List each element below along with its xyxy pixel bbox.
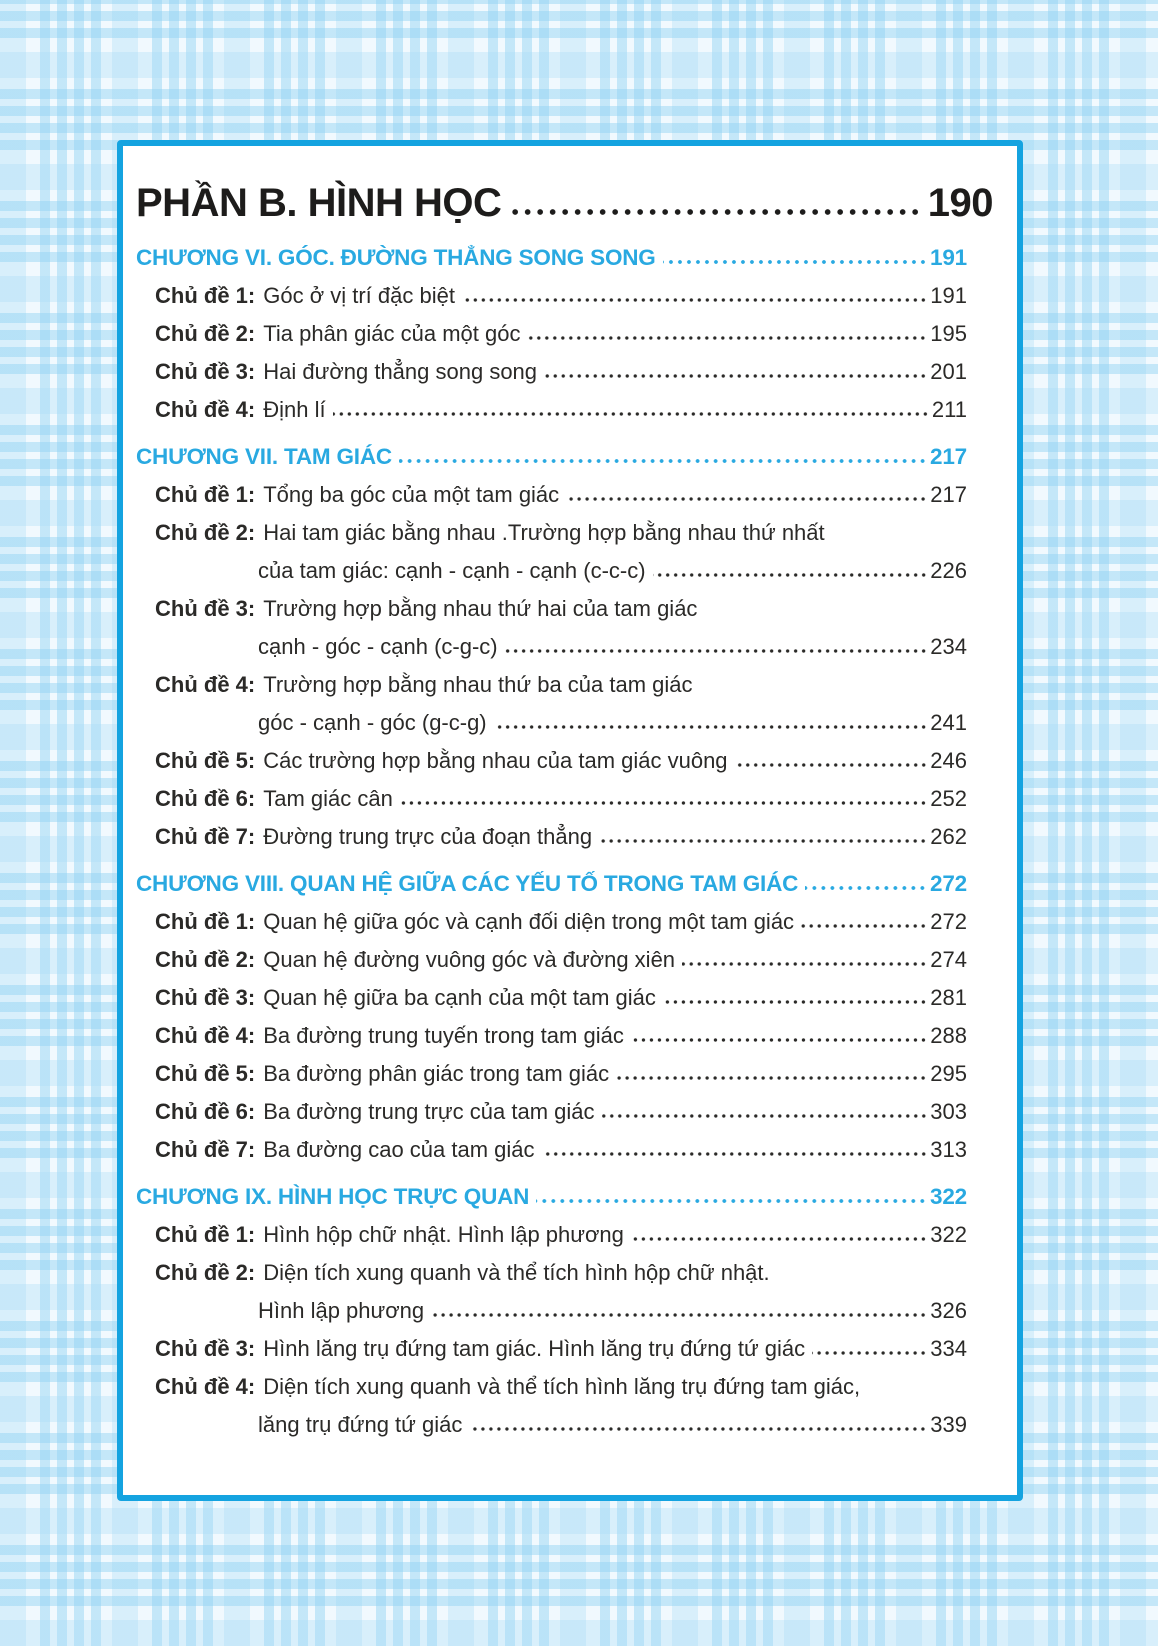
topic-row	[136, 1131, 967, 1169]
chapter-topics	[136, 903, 967, 1169]
chapter-title: CHƯƠNG VII. TAM GIÁC	[136, 444, 392, 469]
chapter-topics	[136, 476, 967, 856]
toc-title-row	[136, 176, 993, 230]
topic-label: Chủ đề 2:	[155, 1260, 256, 1285]
toc-chapter	[136, 239, 967, 429]
chapter-title: CHƯƠNG VIII. QUAN HỆ GIỮA CÁC YẾU TỐ TRONG TAM GIÁC	[136, 871, 799, 896]
topic-row	[136, 903, 967, 941]
topic-text: Các trường hợp bằng nhau của tam giác vuông	[263, 748, 728, 773]
topic-page-number: 226	[930, 558, 967, 583]
topic-row	[136, 1055, 967, 1093]
chapter-heading-row	[136, 865, 967, 903]
topic-row	[136, 628, 967, 666]
topic-row	[136, 704, 967, 742]
topic-page-number: 241	[930, 710, 967, 735]
topic-row	[136, 353, 967, 391]
topic-label: Chủ đề 7:	[155, 824, 256, 849]
topic-label: Chủ đề 3:	[155, 985, 256, 1010]
topic-page-number: 217	[930, 482, 967, 507]
topic-page-number: 322	[930, 1222, 967, 1247]
topic-row	[136, 514, 967, 552]
topic-label: Chủ đề 1:	[155, 482, 256, 507]
chapter-page-number: 217	[930, 444, 967, 469]
topic-row	[136, 1368, 967, 1406]
chapter-title: CHƯƠNG VI. GÓC. ĐƯỜNG THẲNG SONG SONG	[136, 245, 656, 270]
topic-text: góc - cạnh - góc (g-c-g)	[258, 710, 487, 735]
topic-text: Hình lập phương	[258, 1298, 425, 1323]
topic-page-number: 272	[930, 909, 967, 934]
topic-text: Quan hệ giữa ba cạnh của một tam giác	[263, 985, 656, 1010]
topic-text: Diện tích xung quanh và thể tích hình hộp chữ nhật.	[263, 1260, 770, 1285]
topic-page-number: 274	[930, 947, 967, 972]
topic-page-number: 295	[930, 1061, 967, 1086]
topic-label: Chủ đề 3:	[155, 596, 256, 621]
topic-row	[136, 1254, 967, 1292]
toc-content	[123, 146, 1017, 1444]
topic-page-number: 234	[930, 634, 967, 659]
topic-page-number: 288	[930, 1023, 967, 1048]
topic-row	[136, 979, 967, 1017]
topic-row	[136, 818, 967, 856]
toc-panel	[117, 140, 1023, 1501]
chapter-heading-row	[136, 239, 967, 277]
topic-page-number: 195	[930, 321, 967, 346]
toc-chapter	[136, 438, 967, 856]
topic-row	[136, 391, 967, 429]
topic-page-number: 191	[930, 283, 967, 308]
topic-text: Ba đường phân giác trong tam giác	[263, 1061, 610, 1086]
topic-label: Chủ đề 4:	[155, 397, 256, 422]
topic-label: Chủ đề 4:	[155, 1374, 256, 1399]
topic-page-number: 252	[930, 786, 967, 811]
toc-chapter	[136, 865, 967, 1169]
topic-label: Chủ đề 6:	[155, 1099, 256, 1124]
topic-page-number: 339	[930, 1412, 967, 1437]
chapter-page-number: 322	[930, 1184, 967, 1209]
topic-text: Quan hệ đường vuông góc và đường xiên	[263, 947, 676, 972]
topic-label: Chủ đề 6:	[155, 786, 256, 811]
topic-page-number: 303	[930, 1099, 967, 1124]
topic-label: Chủ đề 2:	[155, 321, 256, 346]
topic-row	[136, 315, 967, 353]
topic-page-number: 201	[930, 359, 967, 384]
topic-text: Tổng ba góc của một tam giác	[263, 482, 560, 507]
topic-text: Diện tích xung quanh và thể tích hình lăng trụ đứng tam giác,	[263, 1374, 861, 1399]
topic-row	[136, 742, 967, 780]
topic-text: Tam giác cân	[263, 786, 393, 811]
chapter-topics	[136, 277, 967, 429]
chapter-heading-row	[136, 1178, 967, 1216]
topic-text: Hai đường thẳng song song	[263, 359, 538, 384]
topic-page-number: 262	[930, 824, 967, 849]
topic-label: Chủ đề 1:	[155, 283, 256, 308]
topic-label: Chủ đề 5:	[155, 1061, 256, 1086]
topic-label: Chủ đề 1:	[155, 909, 256, 934]
topic-text: Ba đường trung trực của tam giác	[263, 1099, 595, 1124]
topic-row	[136, 1216, 967, 1254]
topic-text: Tia phân giác của một góc	[263, 321, 521, 346]
topic-row	[136, 1330, 967, 1368]
topic-row	[136, 476, 967, 514]
topic-label: Chủ đề 7:	[155, 1137, 256, 1162]
topic-label: Chủ đề 3:	[155, 359, 256, 384]
toc-chapter-list	[136, 239, 967, 1444]
topic-row	[136, 780, 967, 818]
topic-text: của tam giác: cạnh - cạnh - cạnh (c-c-c)	[258, 558, 646, 583]
topic-row	[136, 941, 967, 979]
topic-label: Chủ đề 5:	[155, 748, 256, 773]
toc-chapter	[136, 1178, 967, 1444]
chapter-page-number: 272	[930, 871, 967, 896]
topic-text: Ba đường trung tuyến trong tam giác	[263, 1023, 624, 1048]
topic-text: Định lí	[263, 397, 326, 422]
chapter-topics	[136, 1216, 967, 1444]
topic-text: Trường hợp bằng nhau thứ ba của tam giác	[263, 672, 693, 697]
topic-row	[136, 552, 967, 590]
chapter-heading-row	[136, 438, 967, 476]
topic-row	[136, 666, 967, 704]
topic-page-number: 326	[930, 1298, 967, 1323]
topic-text: Đường trung trực của đoạn thẳng	[263, 824, 593, 849]
topic-label: Chủ đề 2:	[155, 947, 256, 972]
topic-row	[136, 277, 967, 315]
topic-text: Ba đường cao của tam giác	[263, 1137, 535, 1162]
chapter-page-number: 191	[930, 245, 967, 270]
topic-text: lăng trụ đứng tứ giác	[258, 1412, 463, 1437]
topic-page-number: 313	[930, 1137, 967, 1162]
topic-page-number: 334	[930, 1336, 967, 1361]
topic-row	[136, 1017, 967, 1055]
topic-text: Hình hộp chữ nhật. Hình lập phương	[263, 1222, 624, 1247]
topic-page-number: 211	[931, 397, 967, 422]
chapter-title: CHƯƠNG IX. HÌNH HỌC TRỰC QUAN	[136, 1184, 530, 1209]
topic-text: Hai tam giác bằng nhau .Trường hợp bằng nhau thứ nhất	[263, 520, 825, 545]
topic-label: Chủ đề 2:	[155, 520, 256, 545]
topic-text: Hình lăng trụ đứng tam giác. Hình lăng trụ đứng tứ giác	[263, 1336, 806, 1361]
topic-page-number: 281	[930, 985, 967, 1010]
topic-text: cạnh - góc - cạnh (c-g-c)	[258, 634, 498, 659]
topic-text: Quan hệ giữa góc và cạnh đối diện trong một tam giác	[263, 909, 795, 934]
topic-row	[136, 1093, 967, 1131]
toc-title: PHẦN B. HÌNH HỌC	[136, 181, 502, 225]
topic-label: Chủ đề 4:	[155, 672, 256, 697]
toc-title-page: 190	[927, 181, 993, 225]
topic-label: Chủ đề 4:	[155, 1023, 256, 1048]
topic-label: Chủ đề 1:	[155, 1222, 256, 1247]
topic-row	[136, 1292, 967, 1330]
topic-label: Chủ đề 3:	[155, 1336, 256, 1361]
topic-row	[136, 1406, 967, 1444]
topic-text: Góc ở vị trí đặc biệt	[263, 283, 455, 308]
topic-row	[136, 590, 967, 628]
topic-page-number: 246	[930, 748, 967, 773]
topic-text: Trường hợp bằng nhau thứ hai của tam giác	[263, 596, 698, 621]
